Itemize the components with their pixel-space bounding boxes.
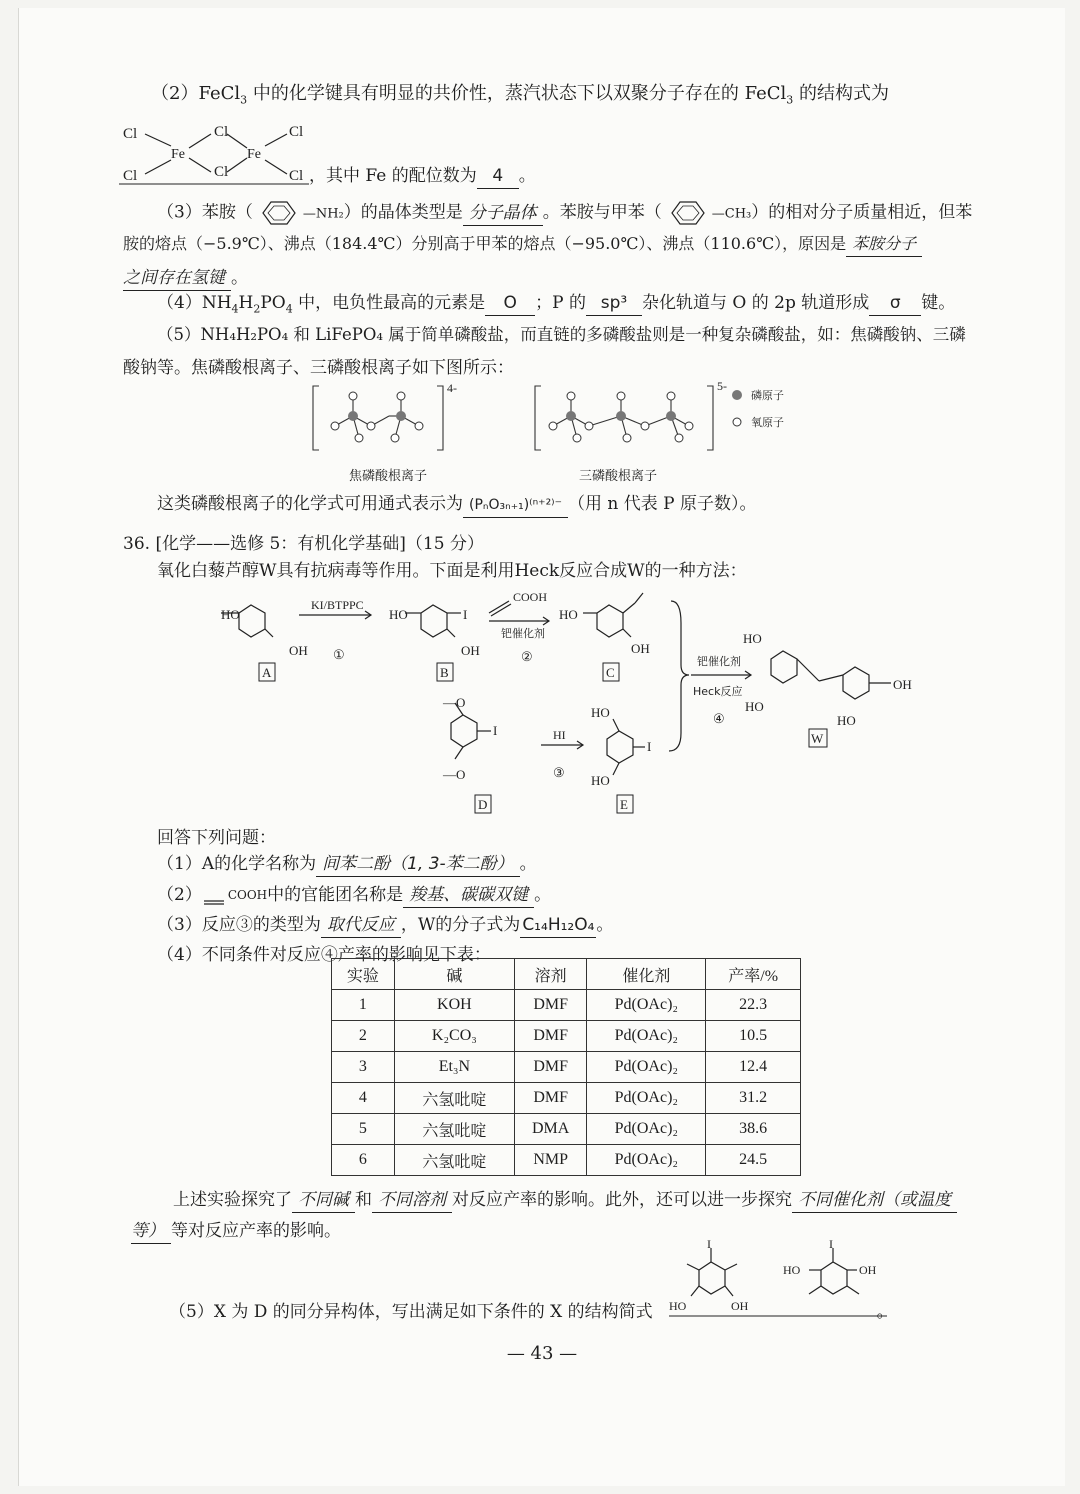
p1-line: （1）A的化学名称为 间苯二酚（1, 3-苯二酚） 。 bbox=[157, 852, 537, 877]
charge-tri: 5- bbox=[717, 379, 727, 393]
heck-label: Heck反应 bbox=[693, 685, 743, 698]
table-row: 4 六氢吡啶 DMF Pd(OAc)₂ 31.2 bbox=[332, 1083, 801, 1114]
label-e: E bbox=[620, 797, 628, 812]
p4b-answer2: 不同溶剂 bbox=[372, 1188, 452, 1213]
svg-text:HO: HO bbox=[837, 713, 856, 728]
table-row: 6 六氢吡啶 NMP Pd(OAc)₂ 24.5 bbox=[332, 1145, 801, 1176]
q3-answer2b: 之间存在氢键 bbox=[123, 266, 231, 291]
q4-answer2: sp³ bbox=[586, 291, 642, 316]
svg-text:OH: OH bbox=[631, 641, 650, 656]
q5-formula-answer: (PₙO₃ₙ₊₁)⁽ⁿ⁺²⁾⁻ bbox=[463, 493, 568, 518]
svg-text:I: I bbox=[463, 607, 468, 622]
q4-line: $(4)NH_4H_2PO_4$ 中，电负性最高的元素是 O ；P 的 sp³ 杂化轨道与 O 的 2p 轨道形成 σ 键。 bbox=[157, 293, 956, 316]
svg-text:OH: OH bbox=[289, 643, 308, 658]
cl-label: Cl bbox=[123, 168, 138, 184]
svg-text:④: ④ bbox=[713, 711, 725, 726]
label-pyro: 焦磷酸根离子 bbox=[349, 469, 428, 484]
synthesis-scheme bbox=[189, 583, 949, 823]
cl-label: Cl bbox=[123, 126, 138, 142]
legend-p: 磷原子 bbox=[751, 389, 784, 402]
p3-line: （3）反应③的类型为 取代反应 ，W的分子式为 C₁₄H₁₂O₄ 。 bbox=[157, 913, 613, 938]
label-a: A bbox=[262, 665, 272, 680]
svg-text:HO: HO bbox=[591, 773, 610, 788]
page-number: — 43 — bbox=[506, 1343, 578, 1364]
label-d: D bbox=[478, 797, 488, 812]
svg-text:OH: OH bbox=[731, 1299, 749, 1313]
acrylic-acid-icon bbox=[202, 887, 228, 905]
svg-text:OH: OH bbox=[893, 677, 912, 692]
q3-line1: （3）苯胺（ —NH₂）的晶体类型是 分子晶体 。苯胺与甲苯（ —CH₃）的相对分子质量相近，但苯 bbox=[157, 200, 972, 227]
svg-text:—O: —O bbox=[443, 767, 466, 782]
p2-line: （2） $^{COOH}$中的官能团名称是 羧基、碳碳双键 。 bbox=[157, 883, 551, 908]
q3-answer1: 分子晶体 bbox=[463, 201, 543, 226]
table-header-row bbox=[332, 959, 801, 990]
q2-answer: 4 bbox=[477, 164, 519, 189]
q3-line3: 之间存在氢键 。 bbox=[123, 266, 248, 291]
exam-page bbox=[18, 8, 1065, 1486]
table-row: 1 KOH DMF Pd(OAc)₂ 22.3 bbox=[332, 990, 801, 1021]
svg-text:I: I bbox=[829, 1240, 833, 1251]
charge-pyro: 4- bbox=[447, 381, 457, 395]
header-experiment: 实验 bbox=[332, 959, 395, 990]
q36-intro: 氧化白藜芦醇W具有抗病毒等作用。下面是利用Heck反应合成W的一种方法： bbox=[157, 561, 747, 581]
table-row: 3 Et₃N DMF Pd(OAc)₂ 12.4 bbox=[332, 1052, 801, 1083]
header-solvent: 溶剂 bbox=[514, 959, 586, 990]
catalyst2: 钯催化剂 bbox=[501, 627, 545, 640]
reagent1: KI/BTPPC bbox=[311, 598, 364, 612]
catalyst4: 钯催化剂 bbox=[697, 655, 741, 668]
phosphate-diagram bbox=[309, 378, 829, 488]
cl-label: Cl bbox=[289, 124, 304, 140]
svg-text:HO: HO bbox=[743, 631, 762, 646]
q2-line2: ，其中 Fe 的配位数为 4 。 bbox=[309, 164, 536, 189]
p4b-line2: 等） 等对反应产率的影响。 bbox=[131, 1219, 341, 1244]
svg-text:HO: HO bbox=[559, 607, 578, 622]
p3-answer2: C₁₄H₁₂O₄ bbox=[520, 913, 596, 938]
label-c: C bbox=[606, 665, 615, 680]
svg-text:OH: OH bbox=[461, 643, 480, 658]
svg-text:HO: HO bbox=[389, 607, 408, 622]
q2-line: （2）FeCl$_3$ 中的化学键具有明显的共价性，蒸汽状态下以双聚分子存在的 FeCl$_3$ 的结构式为 bbox=[151, 83, 890, 107]
svg-text:I: I bbox=[647, 739, 652, 754]
table-row: 2 K₂CO₃ DMF Pd(OAc)₂ 10.5 bbox=[332, 1021, 801, 1052]
p4b-line1: 上述实验探究了 不同碱 和 不同溶剂 对反应产率的影响。此外，还可以进一步探究 不同催化剂（或温度 bbox=[173, 1188, 957, 1213]
svg-text:I: I bbox=[493, 723, 498, 738]
fe-label: Fe bbox=[247, 147, 261, 162]
cl-label: Cl bbox=[289, 168, 304, 184]
reagent3: HI bbox=[553, 728, 566, 742]
label-tri: 三磷酸根离子 bbox=[579, 469, 658, 484]
benzene-ring-icon bbox=[662, 200, 712, 226]
q3-line2: 胺的熔点（−5.9℃）、沸点（184.4℃）分别高于甲苯的熔点（−95.0℃）、沸点（110.6℃），原因是 苯胺分子 bbox=[123, 232, 922, 257]
results-table bbox=[331, 958, 801, 1176]
p3-answer1: 取代反应 bbox=[321, 913, 401, 938]
q3-answer2a: 苯胺分子 bbox=[846, 232, 922, 257]
q5-line2: 酸钠等。焦磷酸根离子、三磷酸根离子如下图所示： bbox=[123, 358, 514, 378]
svg-text:③: ③ bbox=[553, 765, 565, 780]
fe2cl6-structure bbox=[119, 116, 319, 186]
svg-text:HO: HO bbox=[783, 1263, 801, 1277]
q5-formula-line: 这类磷酸根离子的化学式可用通式表示为 (PₙO₃ₙ₊₁)⁽ⁿ⁺²⁾⁻ （用 n 代表 P 原子数）。 bbox=[157, 492, 757, 518]
q4-answer1: O bbox=[485, 291, 535, 316]
p1-answer: 间苯二酚（1, 3-苯二酚） bbox=[316, 852, 520, 877]
fe-label: Fe bbox=[171, 147, 185, 162]
header-catalyst: 催化剂 bbox=[587, 959, 706, 990]
q4-answer3: σ bbox=[869, 291, 921, 316]
svg-text:②: ② bbox=[521, 649, 533, 664]
header-base: 碱 bbox=[394, 959, 514, 990]
p4b-answer3a: 不同催化剂（或温度 bbox=[792, 1188, 957, 1213]
q5-line1: （5）NH₄H₂PO₄ 和 LiFePO₄ 属于简单磷酸盐，而直链的多磷酸盐则是一种复杂磷酸盐，如：焦磷酸钠、三磷 bbox=[157, 325, 966, 344]
svg-text:HO: HO bbox=[745, 699, 764, 714]
svg-text:HO: HO bbox=[669, 1299, 687, 1313]
answer-prompt: 回答下列问题： bbox=[157, 828, 276, 848]
label-b: B bbox=[440, 665, 449, 680]
reagent2: COOH bbox=[513, 590, 548, 604]
svg-text:OH: OH bbox=[859, 1263, 877, 1277]
p2-answer: 羧基、碳碳双键 bbox=[403, 883, 534, 908]
cl-label: Cl bbox=[214, 124, 229, 140]
svg-text:HO: HO bbox=[591, 705, 610, 720]
q36-title: 36. [化学——选修 5：有机化学基础]（15 分） bbox=[123, 534, 484, 554]
header-yield: 产率/% bbox=[706, 959, 801, 990]
svg-text:HO: HO bbox=[221, 607, 240, 622]
svg-text:①: ① bbox=[333, 647, 345, 662]
benzene-ring-icon bbox=[253, 200, 303, 226]
cl-label: Cl bbox=[214, 164, 229, 180]
p4b-answer1: 不同碱 bbox=[292, 1188, 355, 1213]
svg-text:I: I bbox=[707, 1240, 711, 1251]
p4b-answer3b: 等） bbox=[131, 1219, 171, 1244]
p4-line: （4）不同条件对反应④产率的影响见下表： bbox=[157, 945, 491, 965]
table-row: 5 六氢吡啶 DMA Pd(OAc)₂ 38.6 bbox=[332, 1114, 801, 1145]
p5-line: （5）X 为 D 的同分异构体，写出满足如下条件的 X 的结构简式 。 bbox=[169, 1302, 894, 1322]
legend-o: 氧原子 bbox=[751, 416, 784, 429]
label-w: W bbox=[811, 731, 824, 746]
svg-text:—O: —O bbox=[443, 695, 466, 710]
